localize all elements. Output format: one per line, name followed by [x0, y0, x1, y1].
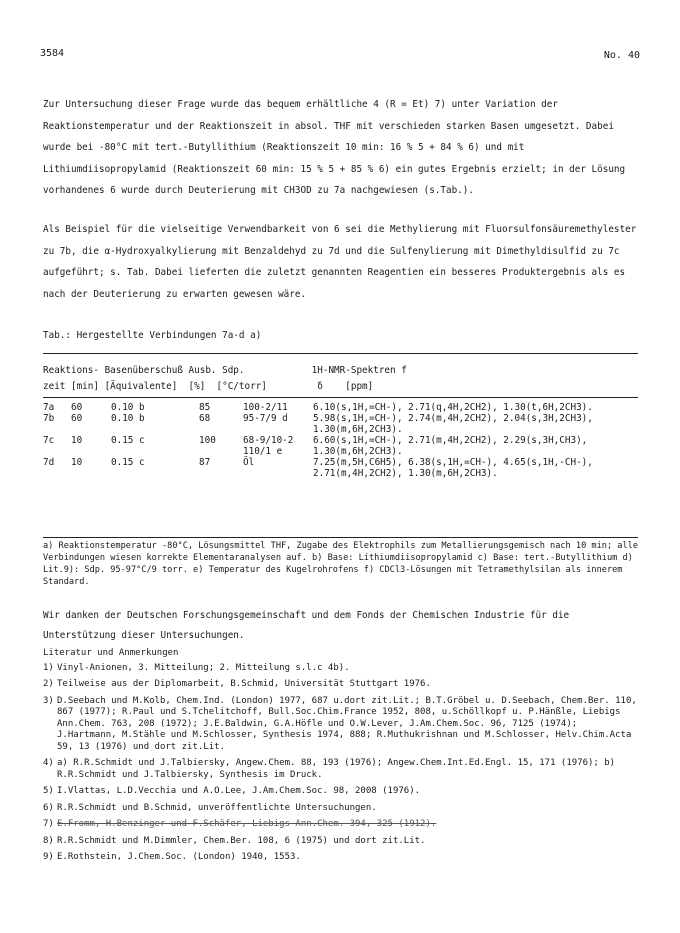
table-rule-bottom [43, 537, 638, 538]
cell-time: 10 [71, 435, 83, 446]
cell-nmr: 6.10(s,1H,=CH-), 2.71(q,4H,2CH2), 1.30(t,6H,2CH3). [313, 402, 593, 413]
table-rule-header [43, 397, 638, 398]
table-row [43, 402, 638, 413]
reference-item [43, 836, 640, 848]
reference-number: 7) [43, 819, 54, 829]
reference-text: I.Vlattas, L.D.Vecchia und A.O.Lee, J.Am.Chem.Soc. 98, 2008 (1976). [57, 786, 421, 796]
table-row [43, 435, 638, 457]
cell-nmr: 5.98(s,1H,=CH-), 2.74(m,4H,2CH2), 2.04(s,3H,2CH3), 1.30(m,6H,2CH3). [313, 413, 593, 435]
cell-yield: 68 [199, 413, 211, 424]
cell-base: 0.15 c [111, 457, 145, 468]
reference-text: R.R.Schmidt und M.Dimmler, Chem.Ber. 108, 6 (1975) und dort zit.Lit. [57, 835, 426, 846]
reference-text: E.Fromm, H.Benzinger und F.Schäfer, Liebigs Ann.Chem. 394, 325 (1912). [57, 819, 437, 829]
reference-text: Teilweise aus der Diplomarbeit, B.Schmid, Universität Stuttgart 1976. [57, 679, 431, 689]
table-footnotes: a) Reaktionstemperatur -80°C, Lösungsmittel THF, Zugabe des Elektrophils zum Metallierungsgemisch nach 10 min; alle Verbindungen wiesen korrekte Elementaranalysen auf. b) Base: Lithiumdiisopropylamid c) Base: tert.-Butyllithium d) Lit.9): Sdp. 95-97°C/9 torr. e) Temperatur des Kugelrohrofens f) CDCl3-Lösungen mit Tetramethylsilan als innerem Standard. [43, 541, 638, 587]
cell-bp: 68-9/10-2 110/1 e [243, 435, 294, 457]
table-row [43, 413, 638, 435]
reference-item [43, 852, 640, 864]
cell-yield: 85 [199, 402, 211, 413]
references [43, 648, 640, 869]
table-header-line-2: zeit [min] [Äquivalente] [%] [°C/torr] δ [ppm] [43, 381, 374, 392]
cell-compound: 7c [43, 435, 55, 446]
reference-number: 9) [43, 852, 54, 862]
reference-item [43, 696, 640, 754]
page-number: 3584 [40, 48, 65, 59]
table-title: Tab.: Hergestellte Verbindungen 7a-d a) [43, 330, 262, 341]
issue-number: No. 40 [603, 50, 640, 61]
reference-text: E.Rothstein, J.Chem.Soc. (London) 1940, 1553. [57, 852, 301, 862]
references-heading: Literatur und Anmerkungen [43, 648, 179, 658]
reference-text: D.Seebach und M.Kolb, Chem.Ind. (London) 1977, 687 u.dort zit.Lit.; B.T.Gröbel u. D.Seebach, Chem.Ber. 110, 867 (1977); R.Paul und S.Tchelitchoff, Bull.Soc.Chim.France 1952, 808, u.Schöllkopf u. P.Hänßle, Liebigs Ann.Chem. 763, 208 (1972); J.E.Baldwin, G.A.Höfle und O.W.Lever, J.Am.Chem.Soc. 96, 7125 (1974); J.Hartmann, M.Stähle und M.Schlosser, Synthesis 1974, 888; R.Muthukrishnan und M.Schlosser, Helv.Chim.Acta 59, 13 (1976) und dort zit.Lit. [57, 695, 637, 752]
reference-number: 5) [43, 786, 54, 796]
cell-time: 60 [71, 402, 83, 413]
reference-number: 8) [43, 835, 54, 846]
cell-yield: 100 [199, 435, 216, 446]
cell-nmr: 7.25(m,5H,C6H5), 6.38(s,1H,=CH-), 4.65(s,1H,-CH-), 2.71(m,4H,2CH2), 1.30(m,6H,2CH3). [313, 457, 593, 479]
table-header [43, 363, 638, 395]
paragraph-2: Als Beispiel für die vielseitige Verwendbarkeit von 6 sei die Methylierung mit Fluorsulfonsäuremethylester zu 7b, die α-Hydroxyalkylierung mit Benzaldehyd zu 7d und die Sulfenylierung mit Dimethyldisulfid zu 7c aufgeführt; s. Tab. Dabei lieferten die zuletzt genannten Reagentien ein besseres Produktergebnis als es nach der Deuterierung zu erwarten gewesen wäre. [43, 224, 637, 300]
cell-base: 0.10 b [111, 413, 145, 424]
cell-compound: 7b [43, 413, 55, 424]
reference-text: Vinyl-Anionen, 3. Mitteilung; 2. Mitteilung s.l.c 4b). [57, 662, 350, 673]
reference-item [43, 679, 640, 691]
reference-item [43, 663, 640, 675]
paragraph-1: Zur Untersuchung dieser Frage wurde das bequem erhältliche 4 (R = Et) 7) unter Variation der Reaktionstemperatur und der Reaktionszeit in absol. THF mit verschieden starken Basen umgesetzt. Dabei wurde bei -80°C mit tert.-Butyllithium (Reaktionszeit 10 min: 16 % 5 + 84 % 6) und mit Lithiumdiisopropylamid (Reaktionszeit 60 min: 15 % 5 + 85 % 6) ein gutes Ergebnis erzielt; in der Lösung vorhandenes 6 wurde durch Deuterierung mit CH3OD zu 7a nachgewiesen (s.Tab.). [43, 99, 626, 196]
table-row [43, 457, 638, 479]
cell-bp: 95-7/9 d [243, 413, 288, 424]
cell-time: 10 [71, 457, 83, 468]
reference-item [43, 819, 640, 831]
reference-item [43, 786, 640, 798]
reference-number: 6) [43, 802, 54, 813]
acknowledgement: Wir danken der Deutschen Forschungsgemeinschaft und dem Fonds der Chemischen Industrie für die Unterstützung dieser Untersuchungen. [43, 610, 570, 641]
table-rule-top [43, 353, 638, 354]
cell-compound: 7d [43, 457, 55, 468]
reference-number: 4) [43, 758, 54, 768]
reference-item [43, 803, 640, 815]
cell-time: 60 [71, 413, 83, 424]
cell-base: 0.10 b [111, 402, 145, 413]
cell-bp: Öl [243, 457, 255, 468]
reference-number: 1) [43, 662, 54, 673]
cell-base: 0.15 c [111, 435, 145, 446]
reference-number: 3) [43, 695, 54, 706]
reference-item [43, 758, 640, 781]
reference-text: R.R.Schmidt und B.Schmid, unveröffentlichte Untersuchungen. [57, 802, 377, 813]
cell-nmr: 6.60(s,1H,=CH-), 2.71(m,4H,2CH2), 2.29(s,3H,CH3), 1.30(m,6H,2CH3). [313, 435, 588, 457]
reference-text: a) R.R.Schmidt und J.Talbiersky, Angew.Chem. 88, 193 (1976); Angew.Chem.Int.Ed.Engl. 15, 171 (1976); b) R.R.Schmidt und J.Talbiersky, Synthesis im Druck. [57, 758, 616, 780]
reference-number: 2) [43, 679, 54, 689]
cell-compound: 7a [43, 402, 55, 413]
table-header-line-1: Reaktions- Basenüberschuß Ausb. Sdp. 1H-NMR-Spektren f [43, 365, 407, 376]
compounds-table [43, 402, 638, 479]
cell-yield: 87 [199, 457, 211, 468]
cell-bp: 100-2/11 [243, 402, 288, 413]
